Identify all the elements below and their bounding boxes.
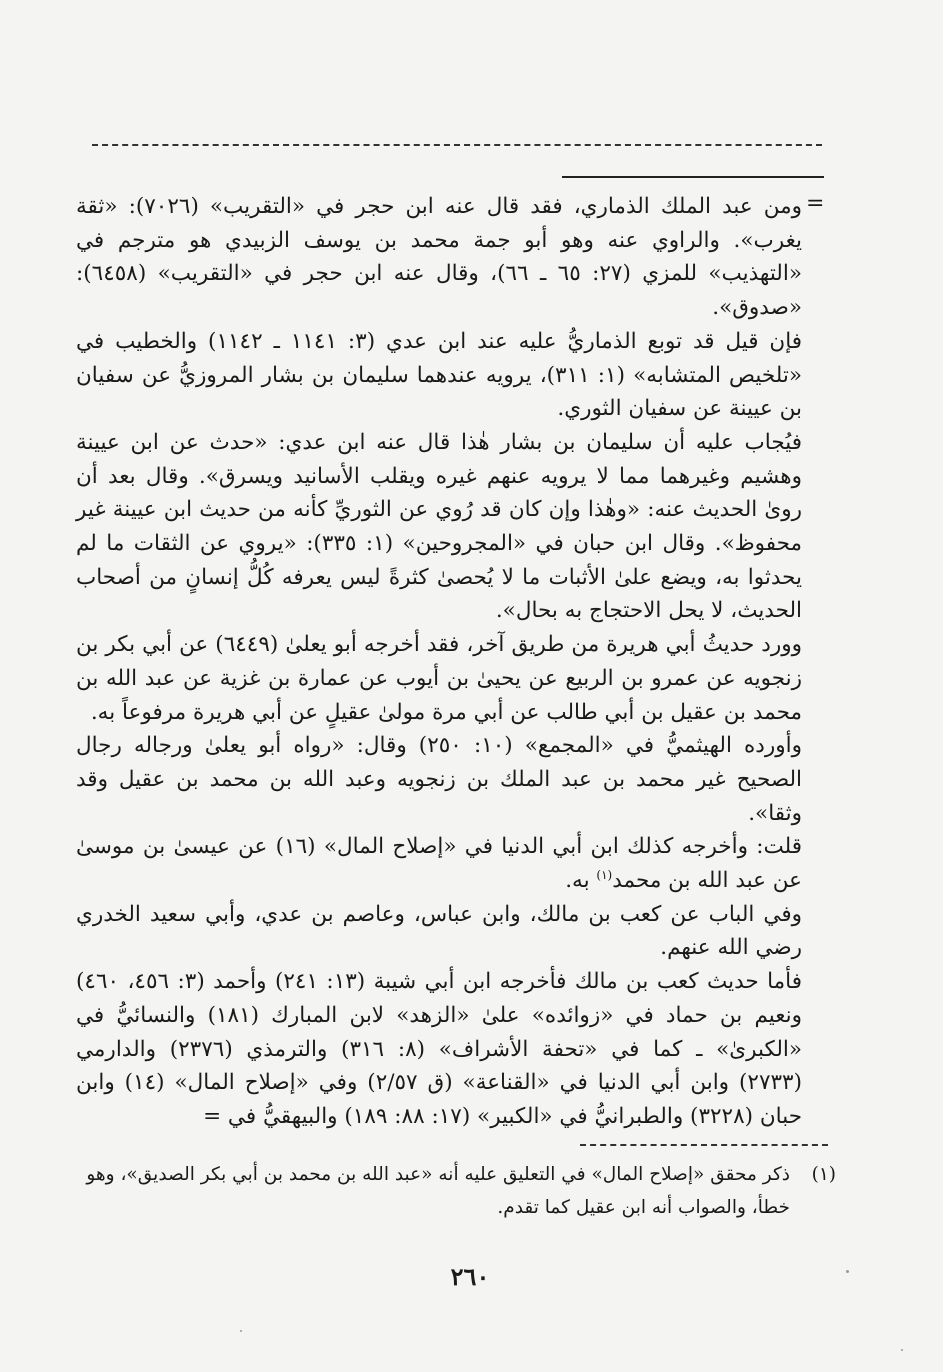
main-text	[76, 190, 802, 1134]
scan-speck	[846, 1270, 849, 1273]
header-dashed-rule	[92, 144, 822, 146]
footnote-reference[interactable]: (١)	[596, 867, 613, 882]
paragraph: فإن قيل قد توبع الذماريُّ عليه عند ابن عدي (٣: ١١٤١ ـ ١١٤٢) والخطيب في «تلخيص المتشابه» (١: ٣١١)، يرويه عندهما سليمان بن بشار المروزيُّ عن سفيان بن عيينة عن سفيان الثوري.	[76, 328, 803, 422]
paragraph: فأما حديث كعب بن مالك فأخرجه ابن أبي شيبة (١٣: ٢٤١) وأحمد (٣: ٤٥٦، ٤٦٠) ونعيم بن حماد في «زوائده» علىٰ «الزهد» لابن المبارك (١٨١) والنسائيُّ في «الكبرىٰ» ـ كما في «تحفة الأشراف» (٨: ٣١٦) والترمذي (٢٣٧٦) والدارمي (٢٧٣٣) وابن أبي الدنيا في «القناعة» (ق ٢/٥٧) وفي «إصلاح المال» (١٤) وابن حبان (٣٢٢٨) والطبرانيُّ في «الكبير» (١٧: ٨٨: ١٨٩) والبيهقيُّ في =	[76, 969, 802, 1129]
footnote-continuation-rule	[562, 176, 824, 178]
footnote-separator	[580, 1144, 828, 1146]
scan-speck	[901, 1349, 903, 1351]
paragraph-with-footnote	[76, 830, 802, 897]
paragraph: وأورده الهيثميُّ في «المجمع» (١٠: ٢٥٠) وقال: «رواه أبو يعلىٰ ورجاله رجال الصحيح غير محمد بن عبد الملك بن زنجويه وعبد الله بن محمد بن عقيل وقد وثقا».	[76, 733, 802, 826]
scan-speck	[240, 1330, 242, 1332]
paragraph-tail: به.	[565, 868, 597, 894]
footnote-line	[76, 1158, 836, 1191]
footnote-line: خطأ، والصواب أنه ابن عقيل كما تقدم.	[497, 1197, 790, 1218]
continuation-mark: =	[806, 191, 825, 216]
paragraph: فيُجاب عليه أن سليمان بن بشار هٰذا قال عنه ابن عدي: «حدث عن ابن عيينة وهشيم وغيرهما مما لا يرويه عنهم غيره ويقلب الأسانيد ويسرق». وقال بعد أن روىٰ الحديث عنه: «وهٰذا وإن كان قد رُوي عن الثوريِّ كأنه من حديث ابن عيينة غير محفوظ». وقال ابن حبان في «المجروحين» (١: ٣٣٥): «يروي عن الثقات ما لم يحدثوا به، ويضع علىٰ الأثبات ما لا يُحصىٰ كثرةً ليس يعرفه كُلُّ إنسانٍ من أصحاب الحديث، لا يحل الاحتجاج به بحال».	[76, 429, 802, 624]
paragraph: وورد حديثُ أبي هريرة من طريق آخر، فقد أخرجه أبو يعلىٰ (٦٤٤٩) عن أبي بكر بن زنجويه عن عمرو بن الربيع عن يحيىٰ بن أيوب عن عمارة بن غزية عن عبد الله بن محمد بن عقيل بن أبي طالب عن أبي مرة مولىٰ عقيلٍ عن أبي هريرة مرفوعاً به.	[76, 632, 803, 725]
paragraph: ومن عبد الملك الذماري، فقد قال عنه ابن حجر في «التقريب» (٧٠٢٦): «ثقة يغرب». والراوي عنه وهو أبو جمة محمد بن يوسف الزبيدي هو مترجم في «التهذيب» للمزي (٢٧: ٦٥ ـ ٦٦)، وقال عنه ابن حجر في «التقريب» (٦٤٥٨): «صدوق».	[76, 194, 802, 321]
footnote-number: (١)	[811, 1164, 836, 1185]
page-number: ٢٦٠	[450, 1262, 490, 1291]
paragraph-text: قلت: وأخرجه كذلك ابن أبي الدنيا في «إصلاح المال» (١٦) عن عيسىٰ بن موسىٰ عن عبد الله بن محمد	[76, 834, 802, 894]
paragraph: وفي الباب عن كعب بن مالك، وابن عباس، وعاصم بن عدي، وأبي سعيد الخدري رضي الله عنهم.	[76, 901, 802, 961]
footnote-text: ذكر محقق «إصلاح المال» في التعليق عليه أنه «عبد الله بن محمد بن أبي بكر الصديق»، وهو	[86, 1164, 790, 1185]
footnote	[76, 1158, 836, 1224]
